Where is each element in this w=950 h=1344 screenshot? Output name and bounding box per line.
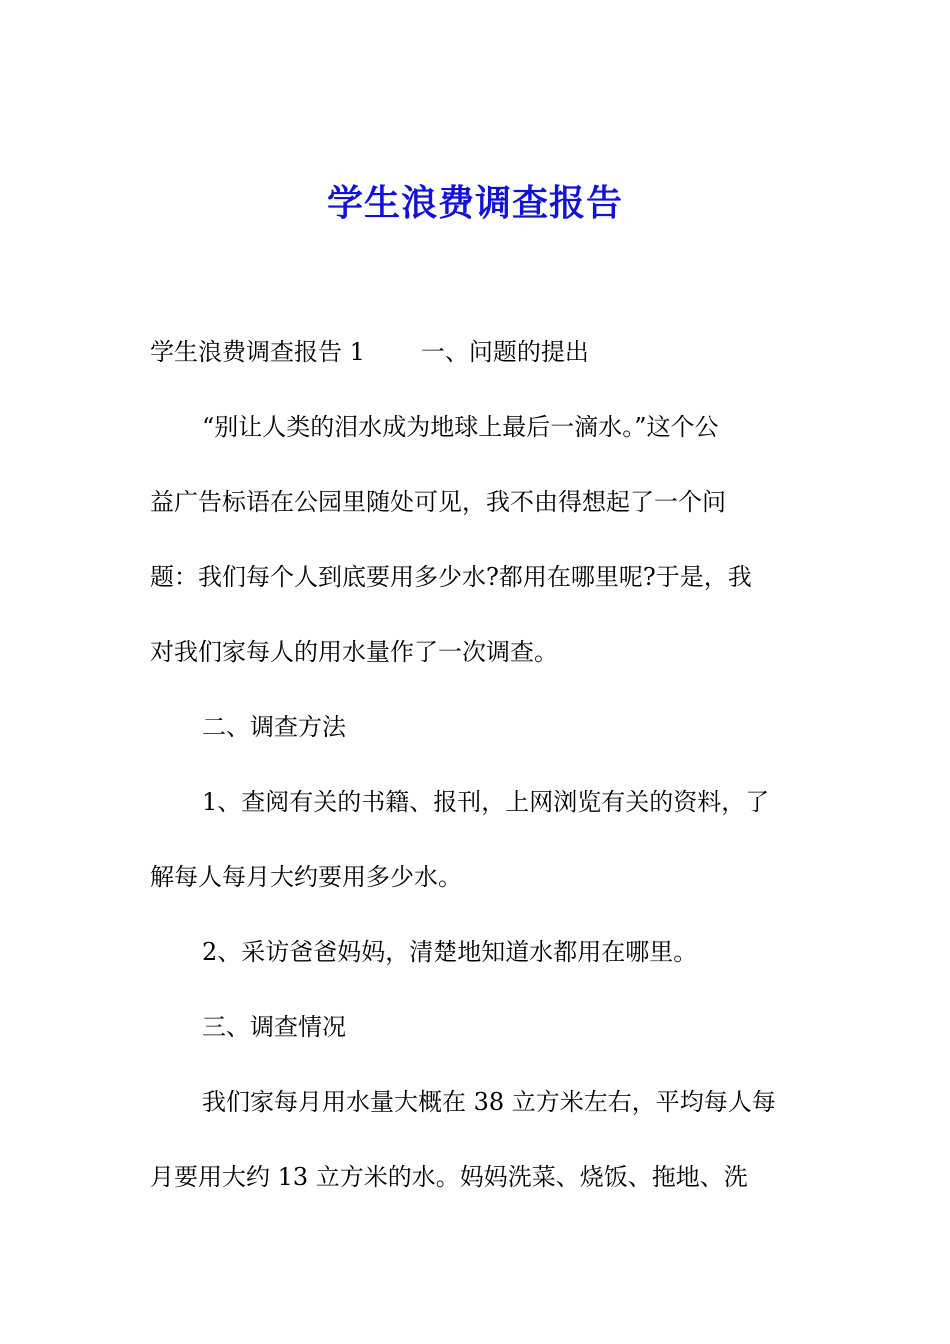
- report-subtitle: 学生浪费调查报告 1: [150, 338, 365, 366]
- report-heading-line: [150, 335, 589, 369]
- paragraph-line: “别让人类的泪水成为地球上最后一滴水。”这个公: [202, 413, 719, 441]
- paragraph-line: 2、采访爸爸妈妈，清楚地知道水都用在哪里。: [202, 938, 698, 966]
- section-heading-method: 二、调查方法: [202, 713, 346, 741]
- section-heading-situation: 三、调查情况: [202, 1013, 346, 1041]
- paragraph-line: 月要用大约 13 立方米的水。妈妈洗菜、烧饭、拖地、洗: [150, 1163, 748, 1191]
- paragraph-line: 1、查阅有关的书籍、报刊，上网浏览有关的资料，了: [202, 788, 770, 816]
- paragraph-line: 益广告标语在公园里随处可见，我不由得想起了一个问: [150, 488, 726, 516]
- paragraph-line: 解每人每月大约要用多少水。: [150, 863, 462, 891]
- section-heading-problem: 一、问题的提出: [420, 338, 589, 366]
- paragraph-line: 我们家每月用水量大概在 38 立方米左右，平均每人每: [202, 1088, 776, 1116]
- document-title: 学生浪费调查报告: [326, 182, 623, 224]
- paragraph-line: 对我们家每人的用水量作了一次调查。: [150, 638, 558, 666]
- paragraph-line: 题：我们每个人到底要用多少水?都用在哪里呢?于是，我: [150, 563, 752, 591]
